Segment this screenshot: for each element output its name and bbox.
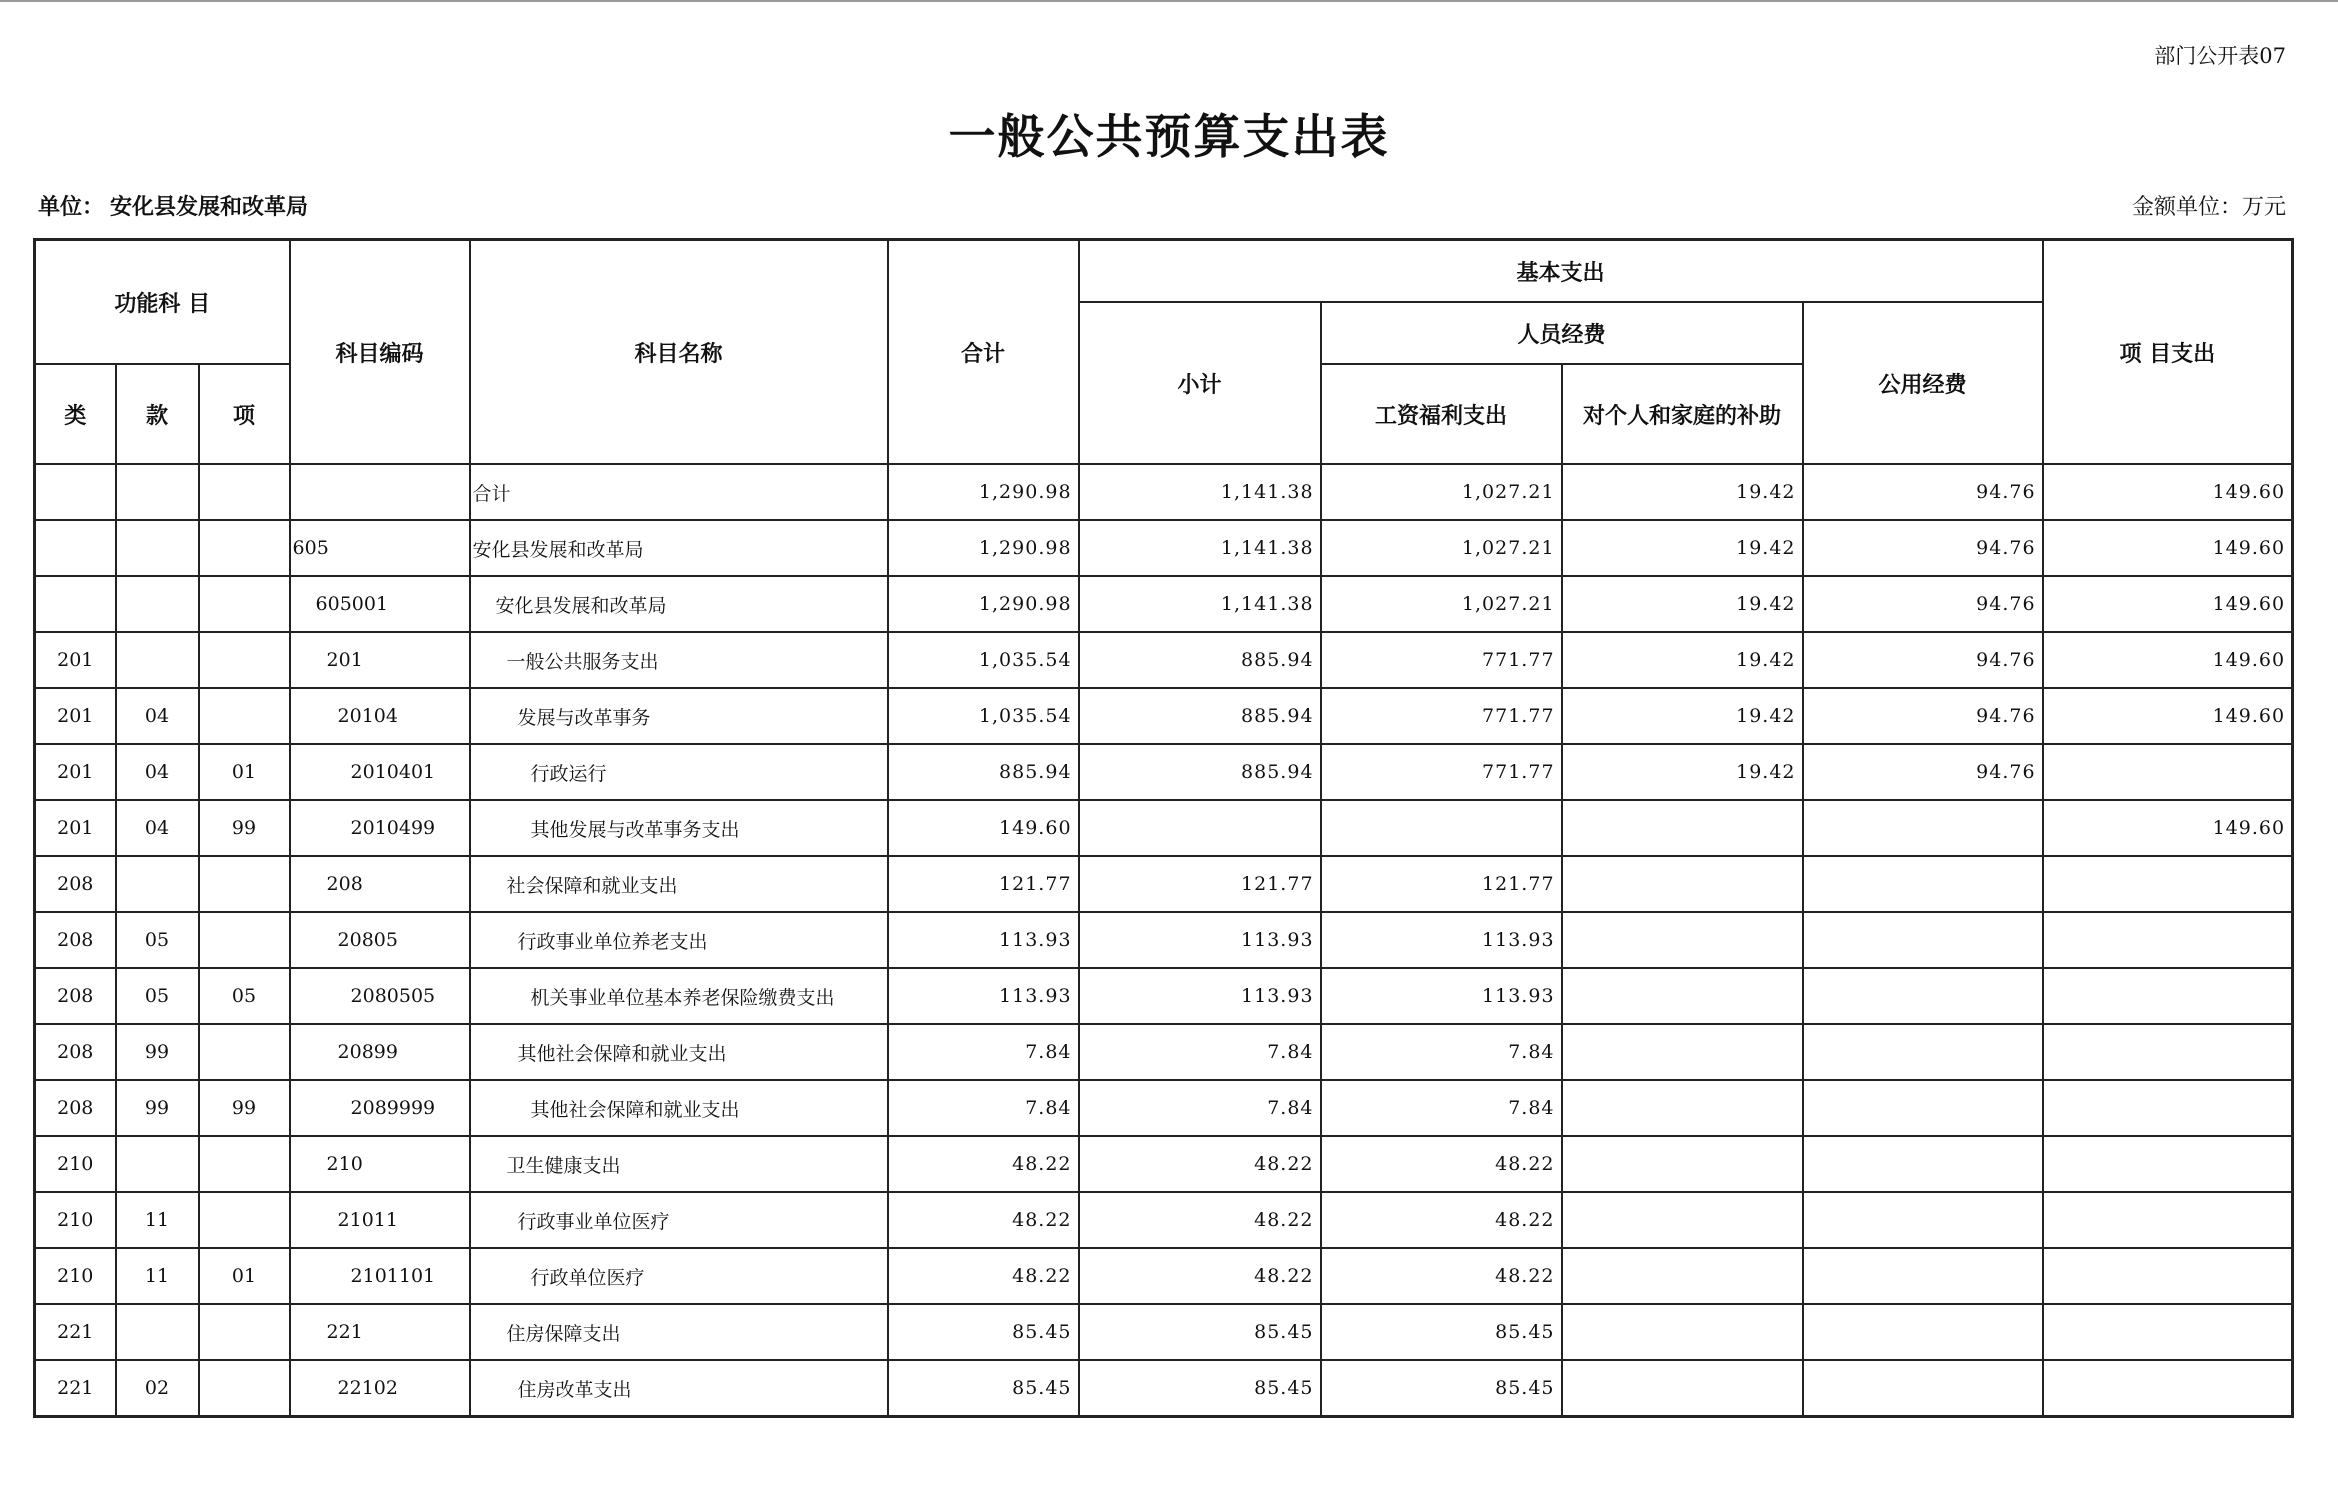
cell-lei: 201 [35, 632, 116, 688]
cell-name: 行政事业单位医疗 [470, 1192, 888, 1248]
unit-label: 单位： [38, 194, 105, 220]
cell-lei [35, 576, 116, 632]
cell-total: 7.84 [888, 1024, 1079, 1080]
top-rule [0, 0, 2338, 2]
cell-xiang [199, 688, 290, 744]
cell-lei: 208 [35, 1024, 116, 1080]
cell-project [2043, 856, 2293, 912]
cell-subsidy: 19.42 [1562, 464, 1803, 520]
cell-name: 行政单位医疗 [470, 1248, 888, 1304]
cell-project [2043, 1024, 2293, 1080]
cell-name: 行政事业单位养老支出 [470, 912, 888, 968]
cell-public: 94.76 [1803, 632, 2043, 688]
cell-subtotal: 885.94 [1079, 744, 1321, 800]
cell-code: 20104 [290, 688, 470, 744]
cell-total: 113.93 [888, 912, 1079, 968]
cell-wages: 7.84 [1321, 1080, 1562, 1136]
cell-xiang [199, 1136, 290, 1192]
cell-xiang [199, 1024, 290, 1080]
cell-subsidy [1562, 1248, 1803, 1304]
cell-lei: 208 [35, 968, 116, 1024]
cell-kuan [116, 856, 199, 912]
cell-subtotal: 1,141.38 [1079, 464, 1321, 520]
header-public: 公用经费 [1803, 302, 2043, 464]
cell-name: 安化县发展和改革局 [470, 520, 888, 576]
money-unit: 金额单位：万元 [2131, 195, 2286, 220]
cell-subsidy [1562, 1304, 1803, 1360]
cell-public: 94.76 [1803, 520, 2043, 576]
cell-lei: 210 [35, 1248, 116, 1304]
cell-name: 行政运行 [470, 744, 888, 800]
table-row [35, 632, 2293, 688]
cell-subtotal: 85.45 [1079, 1304, 1321, 1360]
cell-xiang: 99 [199, 1080, 290, 1136]
cell-subtotal: 1,141.38 [1079, 576, 1321, 632]
header-project: 项 目支出 [2043, 240, 2293, 465]
cell-project [2043, 744, 2293, 800]
cell-public [1803, 800, 2043, 856]
cell-wages: 1,027.21 [1321, 576, 1562, 632]
cell-project: 149.60 [2043, 632, 2293, 688]
cell-total: 48.22 [888, 1192, 1079, 1248]
cell-total: 7.84 [888, 1080, 1079, 1136]
cell-project: 149.60 [2043, 576, 2293, 632]
cell-total: 1,290.98 [888, 520, 1079, 576]
cell-kuan [116, 520, 199, 576]
cell-kuan [116, 1136, 199, 1192]
cell-lei: 201 [35, 688, 116, 744]
cell-kuan: 04 [116, 688, 199, 744]
cell-public: 94.76 [1803, 744, 2043, 800]
cell-xiang [199, 464, 290, 520]
cell-wages: 7.84 [1321, 1024, 1562, 1080]
cell-public [1803, 856, 2043, 912]
header-wages: 工资福利支出 [1321, 364, 1562, 464]
cell-xiang: 99 [199, 800, 290, 856]
cell-name: 住房保障支出 [470, 1304, 888, 1360]
cell-total: 1,290.98 [888, 464, 1079, 520]
cell-subsidy [1562, 1080, 1803, 1136]
header-personnel: 人员经费 [1321, 302, 1803, 364]
header-lei: 类 [35, 364, 116, 464]
cell-project [2043, 1248, 2293, 1304]
cell-wages: 121.77 [1321, 856, 1562, 912]
cell-project: 149.60 [2043, 688, 2293, 744]
cell-total: 885.94 [888, 744, 1079, 800]
cell-project: 149.60 [2043, 464, 2293, 520]
cell-subsidy: 19.42 [1562, 520, 1803, 576]
cell-lei [35, 464, 116, 520]
cell-code: 20805 [290, 912, 470, 968]
cell-wages: 85.45 [1321, 1360, 1562, 1417]
cell-project [2043, 1360, 2293, 1417]
cell-kuan: 05 [116, 968, 199, 1024]
table-body [35, 464, 2293, 1417]
cell-code: 221 [290, 1304, 470, 1360]
cell-kuan [116, 1304, 199, 1360]
cell-public [1803, 1360, 2043, 1417]
cell-subsidy: 19.42 [1562, 632, 1803, 688]
cell-total: 1,290.98 [888, 576, 1079, 632]
cell-subsidy: 19.42 [1562, 688, 1803, 744]
cell-subtotal: 48.22 [1079, 1248, 1321, 1304]
header-code: 科目编码 [290, 240, 470, 465]
cell-total: 113.93 [888, 968, 1079, 1024]
cell-total: 149.60 [888, 800, 1079, 856]
cell-name: 其他发展与改革事务支出 [470, 800, 888, 856]
cell-name: 一般公共服务支出 [470, 632, 888, 688]
cell-project [2043, 1192, 2293, 1248]
cell-xiang [199, 1360, 290, 1417]
table-row [35, 744, 2293, 800]
cell-project [2043, 912, 2293, 968]
cell-name: 安化县发展和改革局 [470, 576, 888, 632]
cell-subsidy [1562, 856, 1803, 912]
cell-kuan [116, 464, 199, 520]
cell-code: 2089999 [290, 1080, 470, 1136]
cell-lei: 221 [35, 1360, 116, 1417]
cell-public [1803, 1248, 2043, 1304]
cell-code: 2080505 [290, 968, 470, 1024]
cell-public: 94.76 [1803, 464, 2043, 520]
cell-subsidy [1562, 1136, 1803, 1192]
cell-public [1803, 1192, 2043, 1248]
cell-total: 48.22 [888, 1136, 1079, 1192]
cell-xiang: 05 [199, 968, 290, 1024]
cell-subtotal: 1,141.38 [1079, 520, 1321, 576]
cell-code: 201 [290, 632, 470, 688]
cell-xiang [199, 1304, 290, 1360]
cell-subtotal: 121.77 [1079, 856, 1321, 912]
cell-name: 其他社会保障和就业支出 [470, 1080, 888, 1136]
cell-lei: 201 [35, 800, 116, 856]
cell-wages: 1,027.21 [1321, 520, 1562, 576]
cell-code: 605 [290, 520, 470, 576]
cell-lei: 210 [35, 1192, 116, 1248]
cell-code: 605001 [290, 576, 470, 632]
cell-subtotal: 85.45 [1079, 1360, 1321, 1417]
cell-kuan: 99 [116, 1024, 199, 1080]
cell-subtotal: 885.94 [1079, 632, 1321, 688]
table-row [35, 1248, 2293, 1304]
header-subsidy: 对个人和家庭的补助 [1562, 364, 1803, 464]
cell-wages: 85.45 [1321, 1304, 1562, 1360]
cell-kuan [116, 576, 199, 632]
cell-subsidy: 19.42 [1562, 576, 1803, 632]
cell-subtotal: 48.22 [1079, 1192, 1321, 1248]
header-func-subject: 功能科 目 [35, 240, 290, 365]
cell-name: 机关事业单位基本养老保险缴费支出 [470, 968, 888, 1024]
cell-kuan [116, 632, 199, 688]
cell-kuan: 99 [116, 1080, 199, 1136]
unit-line [38, 190, 308, 221]
table-row [35, 1080, 2293, 1136]
cell-project [2043, 1136, 2293, 1192]
cell-total: 1,035.54 [888, 688, 1079, 744]
cell-xiang [199, 520, 290, 576]
cell-kuan: 05 [116, 912, 199, 968]
table-row [35, 688, 2293, 744]
cell-public [1803, 968, 2043, 1024]
table-row [35, 1024, 2293, 1080]
cell-wages: 771.77 [1321, 632, 1562, 688]
cell-name: 卫生健康支出 [470, 1136, 888, 1192]
cell-name: 合计 [470, 464, 888, 520]
cell-total: 1,035.54 [888, 632, 1079, 688]
cell-xiang [199, 576, 290, 632]
header-subtotal: 小计 [1079, 302, 1321, 464]
cell-lei: 201 [35, 744, 116, 800]
cell-subtotal: 113.93 [1079, 968, 1321, 1024]
cell-code: 21011 [290, 1192, 470, 1248]
header-kuan: 款 [116, 364, 199, 464]
cell-wages: 113.93 [1321, 968, 1562, 1024]
cell-name: 住房改革支出 [470, 1360, 888, 1417]
cell-subtotal: 48.22 [1079, 1136, 1321, 1192]
cell-subsidy [1562, 1360, 1803, 1417]
cell-subsidy [1562, 1192, 1803, 1248]
cell-code: 2010401 [290, 744, 470, 800]
cell-wages: 48.22 [1321, 1192, 1562, 1248]
header-basic: 基本支出 [1079, 240, 2043, 303]
cell-wages: 48.22 [1321, 1248, 1562, 1304]
cell-public [1803, 1024, 2043, 1080]
cell-code: 208 [290, 856, 470, 912]
cell-lei: 208 [35, 1080, 116, 1136]
cell-xiang [199, 856, 290, 912]
cell-subsidy: 19.42 [1562, 744, 1803, 800]
cell-kuan: 04 [116, 800, 199, 856]
cell-project: 149.60 [2043, 800, 2293, 856]
cell-code: 2010499 [290, 800, 470, 856]
cell-lei: 208 [35, 856, 116, 912]
cell-public: 94.76 [1803, 576, 2043, 632]
table-row [35, 1304, 2293, 1360]
cell-total: 85.45 [888, 1360, 1079, 1417]
cell-project [2043, 1080, 2293, 1136]
table-row [35, 576, 2293, 632]
cell-lei: 210 [35, 1136, 116, 1192]
cell-wages: 771.77 [1321, 688, 1562, 744]
cell-public [1803, 912, 2043, 968]
cell-xiang: 01 [199, 1248, 290, 1304]
cell-subtotal: 113.93 [1079, 912, 1321, 968]
cell-project [2043, 1304, 2293, 1360]
cell-public [1803, 1304, 2043, 1360]
cell-wages [1321, 800, 1562, 856]
cell-code: 2101101 [290, 1248, 470, 1304]
header-xiang: 项 [199, 364, 290, 464]
cell-total: 85.45 [888, 1304, 1079, 1360]
cell-public [1803, 1080, 2043, 1136]
cell-lei [35, 520, 116, 576]
cell-public: 94.76 [1803, 688, 2043, 744]
form-number: 部门公开表07 [2154, 44, 2286, 68]
table-row [35, 464, 2293, 520]
cell-xiang [199, 912, 290, 968]
cell-code [290, 464, 470, 520]
header-name: 科目名称 [470, 240, 888, 465]
cell-project [2043, 968, 2293, 1024]
table-row [35, 1136, 2293, 1192]
cell-lei: 221 [35, 1304, 116, 1360]
table-row [35, 856, 2293, 912]
cell-code: 20899 [290, 1024, 470, 1080]
cell-subsidy [1562, 1024, 1803, 1080]
table-row [35, 800, 2293, 856]
cell-name: 其他社会保障和就业支出 [470, 1024, 888, 1080]
header-total: 合计 [888, 240, 1079, 465]
cell-wages: 113.93 [1321, 912, 1562, 968]
cell-code: 22102 [290, 1360, 470, 1417]
table-row [35, 1360, 2293, 1417]
cell-subsidy [1562, 912, 1803, 968]
cell-xiang [199, 632, 290, 688]
cell-subtotal: 7.84 [1079, 1024, 1321, 1080]
cell-kuan: 11 [116, 1248, 199, 1304]
cell-public [1803, 1136, 2043, 1192]
cell-total: 48.22 [888, 1248, 1079, 1304]
cell-name: 社会保障和就业支出 [470, 856, 888, 912]
expenditure-table [33, 238, 2294, 1418]
cell-subsidy [1562, 800, 1803, 856]
cell-wages: 771.77 [1321, 744, 1562, 800]
cell-wages: 1,027.21 [1321, 464, 1562, 520]
cell-wages: 48.22 [1321, 1136, 1562, 1192]
cell-subtotal [1079, 800, 1321, 856]
cell-subtotal: 7.84 [1079, 1080, 1321, 1136]
cell-kuan: 02 [116, 1360, 199, 1417]
page-title: 一般公共预算支出表 [948, 110, 1390, 165]
cell-lei: 208 [35, 912, 116, 968]
cell-subsidy [1562, 968, 1803, 1024]
cell-kuan: 04 [116, 744, 199, 800]
table-row [35, 520, 2293, 576]
cell-project: 149.60 [2043, 520, 2293, 576]
cell-kuan: 11 [116, 1192, 199, 1248]
unit-name: 安化县发展和改革局 [110, 194, 309, 220]
cell-code: 210 [290, 1136, 470, 1192]
cell-xiang [199, 1192, 290, 1248]
table-row [35, 912, 2293, 968]
cell-total: 121.77 [888, 856, 1079, 912]
table-row [35, 1192, 2293, 1248]
cell-subtotal: 885.94 [1079, 688, 1321, 744]
cell-name: 发展与改革事务 [470, 688, 888, 744]
cell-xiang: 01 [199, 744, 290, 800]
table-row [35, 968, 2293, 1024]
